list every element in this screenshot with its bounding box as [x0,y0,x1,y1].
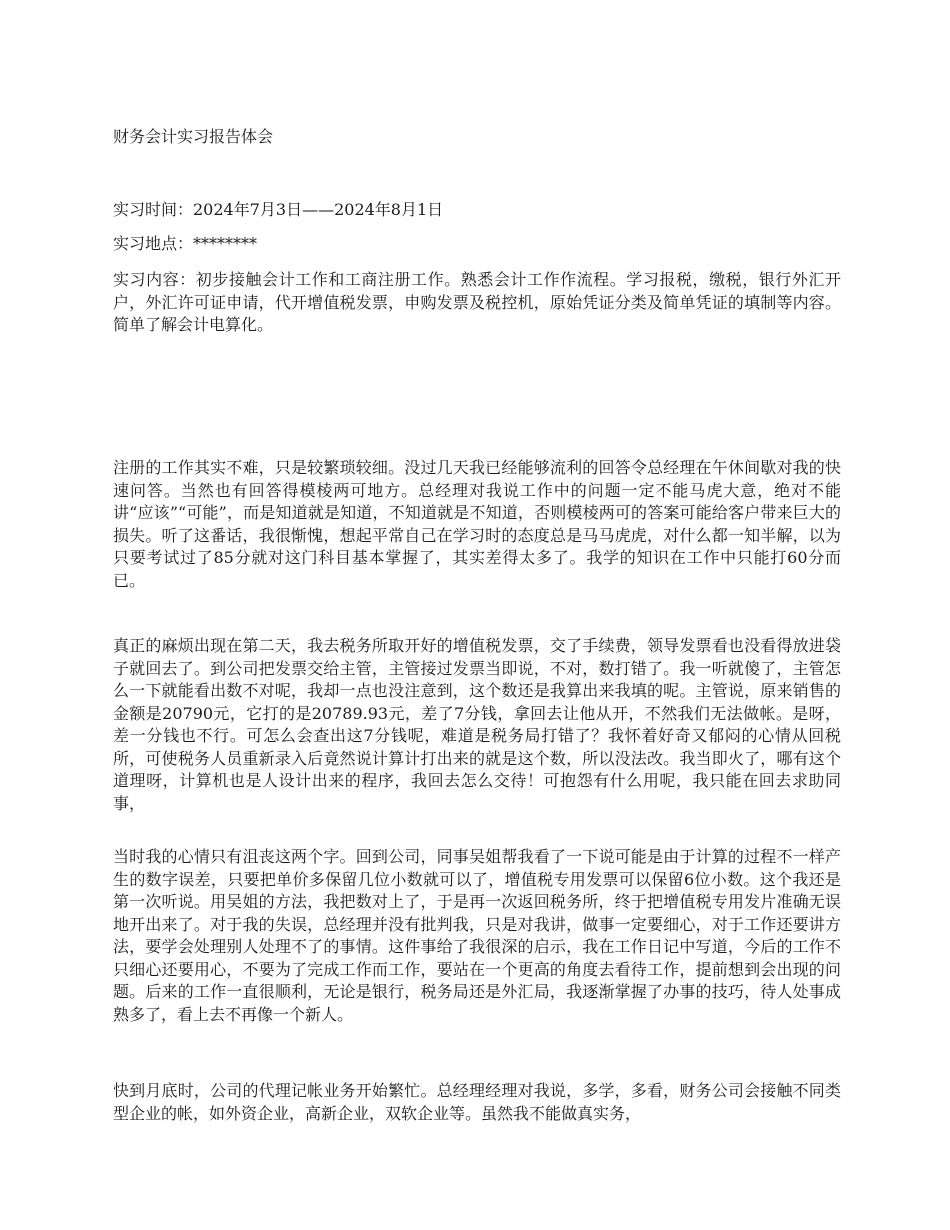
internship-time: 实习时间：2024年7月3日——2024年8月1日 [113,200,444,219]
body-paragraph-1: 注册的工作其实不难，只是较繁琐较细。没过几天我已经能够流利的回答令总经理在午休间歇对我的快速问答。当然也有回答得模棱两可地方。总经理对我说工作中的问题一定不能马虎大意，绝对不能讲“应该”“可能”，而是知道就是知道，不知道就是不知道，否则模棱两可的答案可能给客户带来巨大的损失。听了这番话，我很惭愧，想起平常自己在学习时的态度总是马马虎虎，对什么都一知半解，以为只要考试过了85分就对这门科目基本掌握了，其实差得太多了。我学的知识在工作中只能打60分而已。 [113,458,841,590]
internship-content-paragraph: 实习内容：初步接触会计工作和工商注册工作。熟悉会计工作作流程。学习报税，缴税，银行外汇开户，外汇许可证申请，代开增值税发票，申购发票及税控机，原始凭证分类及简单凭证的填制等内容。简单了解会计电算化。 [113,270,841,334]
body-paragraph-2: 真正的麻烦出现在第二天，我去税务所取开好的增值税发票，交了手续费，领导发票看也没看得放进袋子就回去了。到公司把发票交给主管，主管接过发票当即说，不对，数打错了。我一听就傻了，主管怎么一下就能看出数不对呢，我却一点也没注意到，这个数还是我算出来我填的呢。主管说，原来销售的金额是20790元，它打的是20789.93元，差了7分钱，拿回去让他从开，不然我们无法做帐。是呀，差一分钱也不行。可怎么会查出这7分钱呢，难道是税务局打错了？我怀着好奇又郁闷的心情从回税所，可使税务人员重新录入后竟然说计算计打出来的就是这个数，所以没法改。我当即火了，哪有这个道理呀，计算机也是人设计出来的程序，我回去怎么交待！可抱怨有什么用呢，我只能在回去求助同事， [113,636,841,813]
body-paragraph-3: 当时我的心情只有沮丧这两个字。回到公司，同事吴姐帮我看了一下说可能是由于计算的过程不一样产生的数字误差，只要把单价多保留几位小数就可以了，增值税专用发票可以保留6位小数。这个我还是第一次听说。用吴姐的方法，我把数对上了，于是再一次返回税务所，终于把增值税专用发片准确无误地开出来了。对于我的失误，总经理并没有批判我，只是对我讲，做事一定要细心，对于工作还要讲方法，要学会处理别人处理不了的事情。这件事给了我很深的启示，我在工作日记中写道，今后的工作不只细心还要用心，不要为了完成工作而工作，要站在一个更高的角度去看待工作，提前想到会出现的问题。后来的工作一直很顺利，无论是银行，税务局还是外汇局，我逐渐掌握了办事的技巧，待人处事成熟多了，看上去不再像一个新人。 [113,847,841,1024]
internship-place: 实习地点：******** [113,234,258,253]
document-title: 财务会计实习报告体会 [113,127,274,146]
body-paragraph-4: 快到月底时，公司的代理记帐业务开始繁忙。总经理经理对我说，多学，多看，财务公司会接触不同类型企业的帐，如外资企业，高新企业，双软企业等。虽然我不能做真实务， [113,1081,841,1123]
